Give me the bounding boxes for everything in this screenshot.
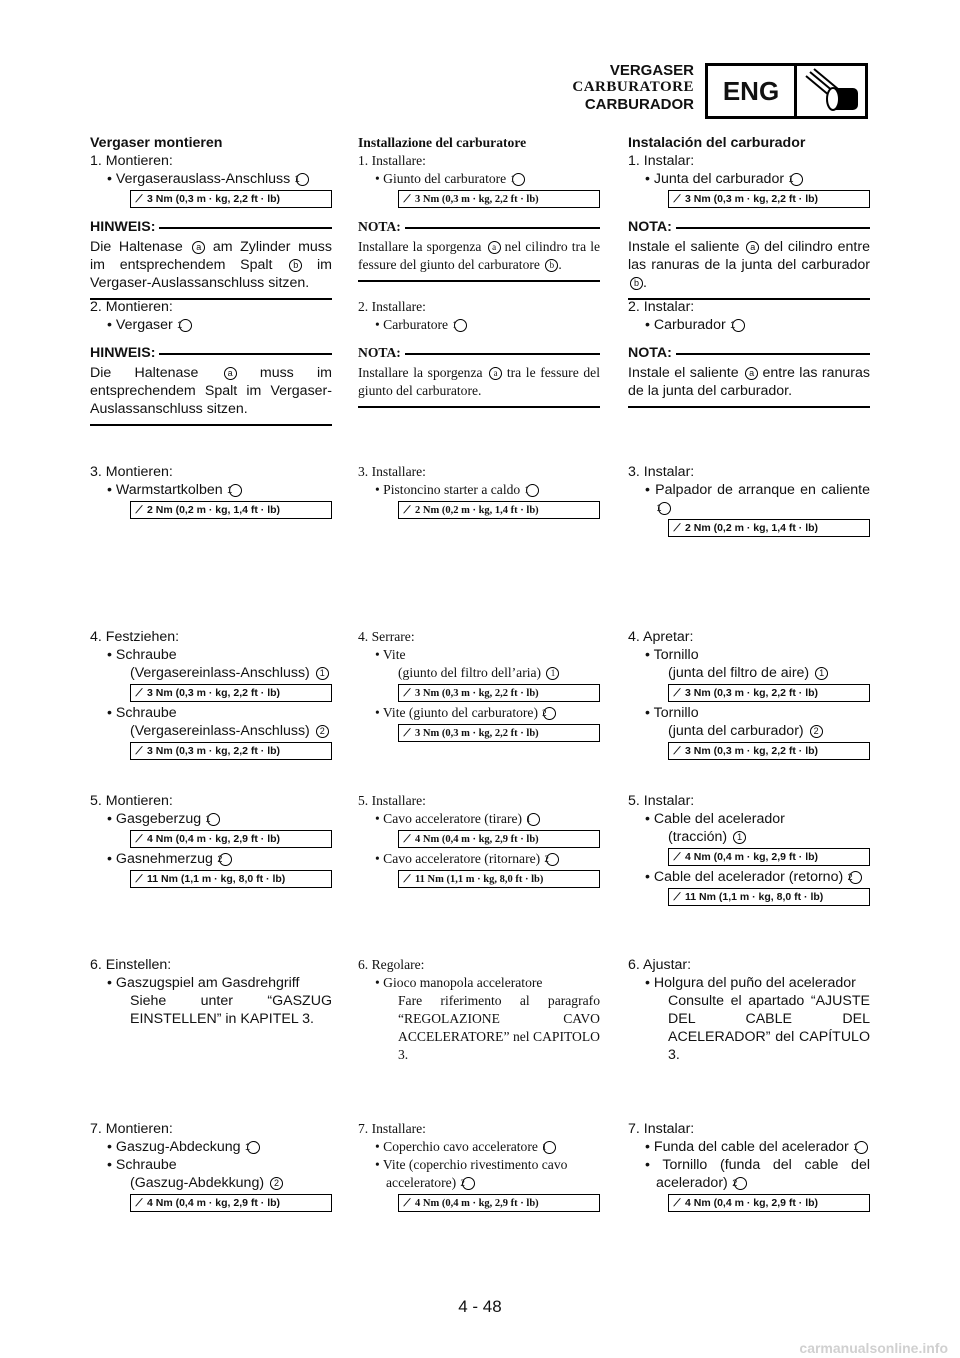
section-2: 2. Installare: • Carburatore 1 NOTA: Installare la sporgenza a tra le fessure del giunto del carburatore.	[358, 298, 600, 408]
section-3: 3. Montieren: • Warmstartkolben 1 ⟋ 2 Nm (0,2 m · kg, 1,4 ft · lb)	[90, 463, 332, 521]
section-5: 5. Instalar: • Cable del acelerador (tracción) 1 ⟋ 4 Nm (0,4 m · kg, 2,9 ft · lb) • Cable del acelerador (retorno) 2 ⟋ 11 Nm (1,1 m · kg, 8,0 ft · lb)	[628, 792, 870, 908]
section-1: Installazione del carburatore 1. Installare: • Giunto del carburatore 1 ⟋ 3 Nm (0,3 m · kg, 2,2 ft · lb) NOTA: Installare la sporgenza a nel cilindro tra le fessure del giunto del carburatore b .	[358, 134, 600, 282]
bullet: • Vergaserauslass-Anschluss 1	[90, 170, 332, 188]
section-title: Vergaser montieren	[90, 135, 223, 151]
section-6: 6. Einstellen: • Gaszugspiel am Gasdrehgriff Siehe unter “GASZUG EINSTELLEN” in KAPITEL 3.	[90, 957, 332, 1027]
section-5: 5. Montieren: • Gasgeberzug 1 ⟋ 4 Nm (0,4 m · kg, 2,9 ft · lb) • Gasnehmerzug 2 ⟋ 11 Nm (1,1 m · kg, 8,0 ft · lb)	[90, 792, 332, 890]
page-number: 4 - 48	[458, 1297, 502, 1316]
section-1	[90, 134, 332, 300]
note-box: HINWEIS: Die Haltenase a muss im entsprechendem Spalt im Vergaser-Auslassanschluss sitzen.	[90, 344, 332, 426]
section-7: 7. Instalar: • Funda del cable del acelerador 1 • Tornillo (funda del cable del acelerador) 2 ⟋ 4 Nm (0,4 m · kg, 2,9 ft · lb)	[628, 1120, 870, 1214]
torque-spec: ⟋ 3 Nm (0,3 m · kg, 2,2 ft · lb)	[130, 190, 332, 208]
step-1: 1. Montieren:	[90, 153, 173, 169]
section-7: 7. Montieren: • Gaszug-Abdeckung 1 • Schraube (Gaszug-Abdekkung) 2 ⟋ 4 Nm (0,4 m · kg, 2,9 ft · lb)	[90, 1120, 332, 1214]
section-3: 3. Installare: • Pistoncino starter a caldo 1 ⟋ 2 Nm (0,2 m · kg, 1,4 ft · lb)	[358, 463, 600, 521]
section-4: 4. Apretar: • Tornillo (junta del filtro de aire) 1 ⟋ 3 Nm (0,3 m · kg, 2,2 ft · lb) • Tornillo (junta del carburador) 2 ⟋ 3 Nm (0,3 m · kg, 2,2 ft · lb)	[628, 628, 870, 762]
header-title-de: VERGASER	[609, 62, 694, 79]
section-4: 4. Festziehen: • Schraube (Vergasereinlass-Anschluss) 1 ⟋ 3 Nm (0,3 m · kg, 2,2 ft · lb) • Schraube (Vergasereinlass-Anschluss) 2 ⟋ 3 Nm (0,3 m · kg, 2,2 ft · lb)	[90, 628, 332, 762]
header-titles	[572, 62, 694, 113]
section-2: 2. Montieren: • Vergaser 1 HINWEIS: Die Haltenase a muss im entsprechendem Spalt im Vergaser-Auslassanschluss sitzen.	[90, 298, 332, 426]
note-box: NOTA: Instale el saliente a entre las ranuras de la junta del carburador.	[628, 344, 870, 408]
header-title-es: CARBURADOR	[584, 96, 694, 113]
eng-badge	[705, 63, 868, 119]
watermark: carmanualsonline.info	[799, 1340, 948, 1356]
section-4: 4. Serrare: • Vite (giunto del filtro dell’aria) 1 ⟋ 3 Nm (0,3 m · kg, 2,2 ft · lb) • Vite (giunto del carburatore) 2 ⟋ 3 Nm (0,3 m · kg, 2,2 ft · lb)	[358, 628, 600, 744]
section-5: 5. Installare: • Cavo acceleratore (tirare) 1 ⟋ 4 Nm (0,4 m · kg, 2,9 ft · lb) • Cavo acceleratore (ritornare) 2 ⟋ 11 Nm (1,1 m · kg, 8,0 ft · lb)	[358, 792, 600, 890]
header-title-it: CARBURATORE	[572, 79, 694, 95]
torque-wrench-icon: ⟋	[135, 193, 143, 205]
note-box: NOTA: Instale el saliente a del cilindro entre las ranuras de la junta del carburador b .	[628, 218, 870, 300]
section-6: 6. Regolare: • Gioco manopola acceleratore Fare riferimento al paragrafo “REGOLAZIONE CAVO ACCELERATORE” nel CAPITOLO 3.	[358, 957, 600, 1062]
engine-piston-icon	[797, 66, 865, 116]
section-2: 2. Instalar: • Carburador 1 NOTA: Instale el saliente a entre las ranuras de la junta del carburador.	[628, 298, 870, 408]
section-1: Instalación del carburador 1. Instalar: • Junta del carburador 1 ⟋ 3 Nm (0,3 m · kg, 2,2 ft · lb) NOTA: Instale el saliente a del cilindro entre las ranuras de la junta del carburador b .	[628, 134, 870, 300]
section-3: 3. Instalar: • Palpador de arranque en caliente 1 ⟋ 2 Nm (0,2 m · kg, 1,4 ft · lb)	[628, 463, 870, 539]
note-box: NOTA: Installare la sporgenza a tra le fessure del giunto del carburatore.	[358, 344, 600, 408]
note-box: NOTA: Installare la sporgenza a nel cilindro tra le fessure del giunto del carburatore b .	[358, 218, 600, 282]
eng-label: ENG	[708, 66, 797, 116]
section-7: 7. Installare: • Coperchio cavo acceleratore 1 • Vite (coperchio rivestimento cavo acceleratore) 2 ⟋ 4 Nm (0,4 m · kg, 2,9 ft · lb)	[358, 1120, 600, 1214]
section-6: 6. Ajustar: • Holgura del puño del acelerador Consulte el apartado “AJUSTE DEL CABLE DEL ACELERADOR” del CAPÍTULO 3.	[628, 957, 870, 1063]
note-box: HINWEIS: Die Haltenase a am Zylinder muss im entsprechendem Spalt b im Vergaser-Auslassanschluss sitzen.	[90, 218, 332, 300]
